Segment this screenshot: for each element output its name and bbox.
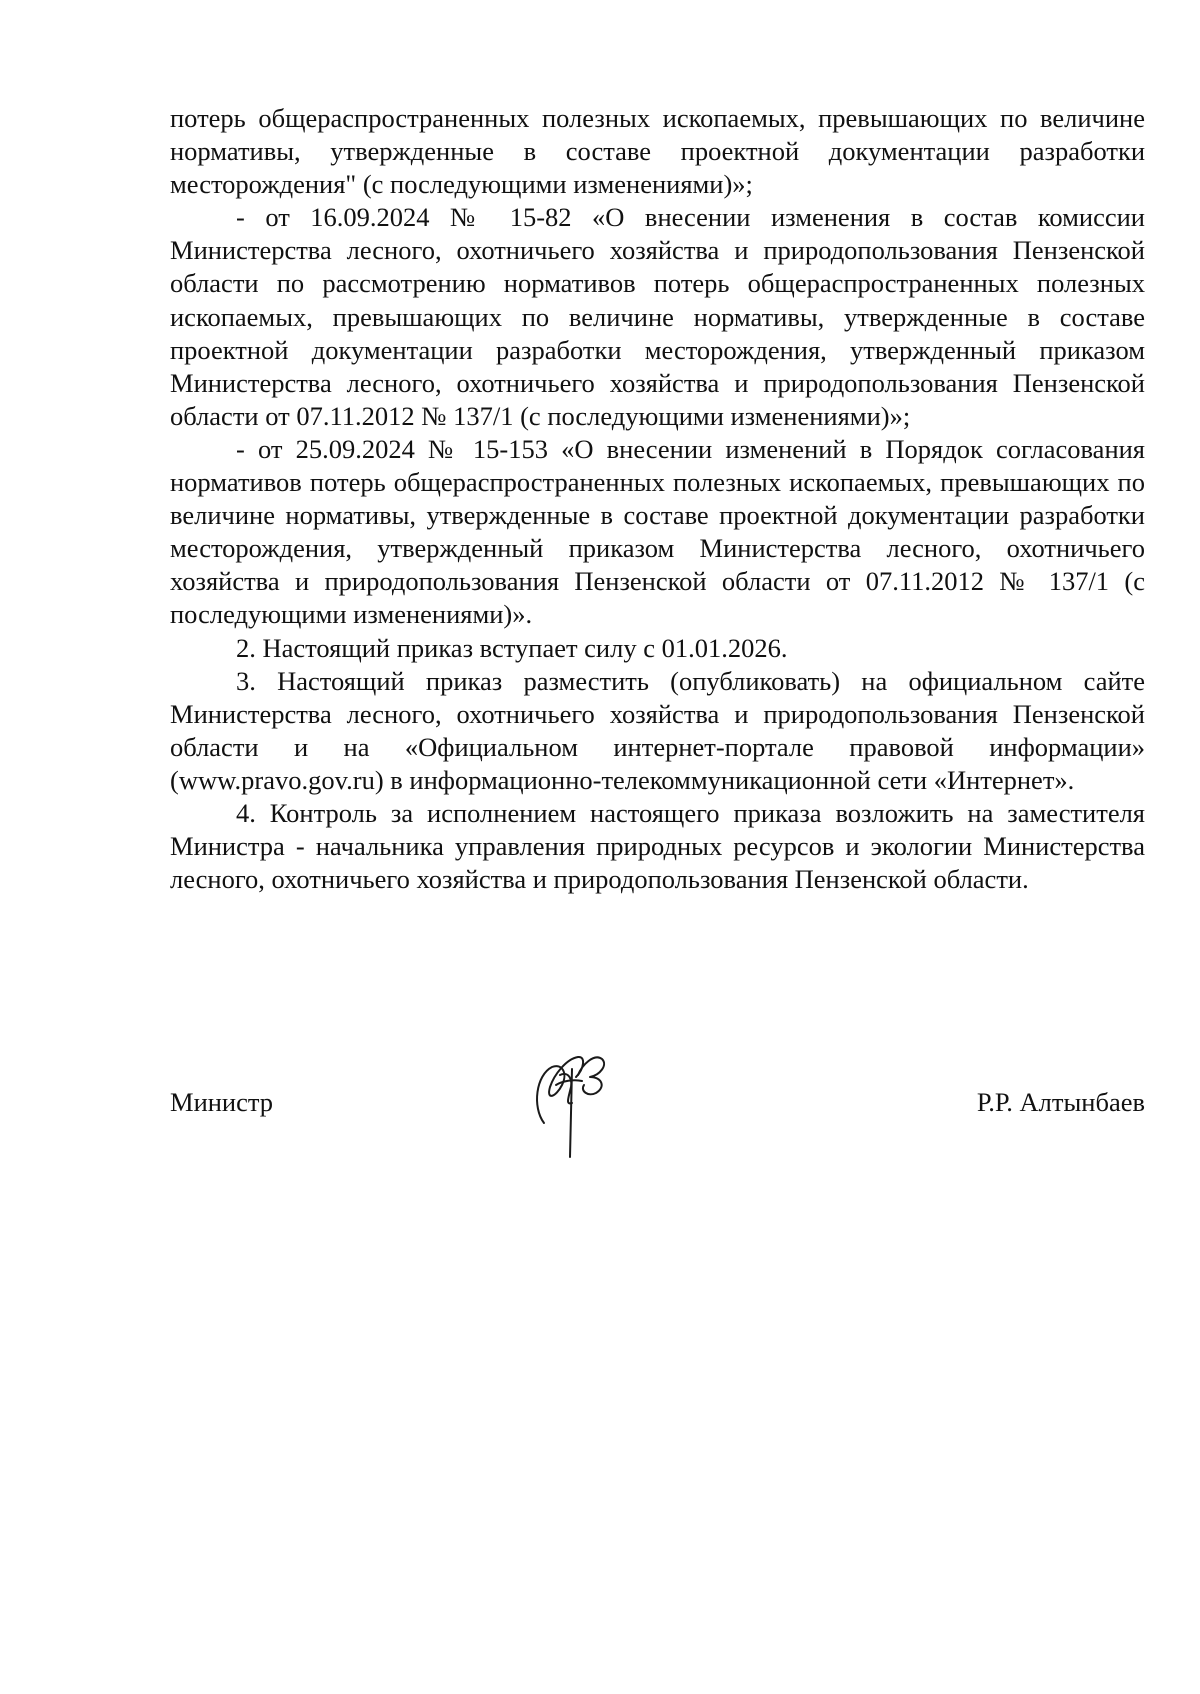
paragraph-clause-4: 4. Контроль за исполнением настоящего приказа возложить на заместителя Министра - начальника управления природных ресурсов и экологии Министерства лесного, охотничьего хозяйства и природопользования Пензенской области. [170,797,1145,895]
paragraph-clause-3: 3. Настоящий приказ разместить (опубликовать) на официальном сайте Министерства лесного, охотничьего хозяйства и природопользования Пензенской области и на «Официальном интернет-портале правовой информации» (www.pravo.gov.ru) в информационно-телекоммуникационной сети «Интернет». [170,665,1145,795]
paragraph-order-15-82: - от 16.09.2024 № 15-82 «О внесении изменения в состав комиссии Министерства лесного, охотничьего хозяйства и природопользования Пензенской области по рассмотрению нормативов потерь общераспространенных полезных ископаемых, превышающих по величине нормативы, утвержденные в составе проектной документации разработки месторождения, утвержденный приказом Министерства лесного, охотничьего хозяйства и природопользования Пензенской области от 07.11.2012 № 137/1 (с последующими изменениями)»; [170,202,1145,431]
signatory-title: Министр [170,1087,274,1117]
paragraph-clause-2: 2. Настоящий приказ вступает силу с 01.01.2026. [236,632,788,663]
paragraph-order-15-153: - от 25.09.2024 № 15-153 «О внесении изменений в Порядок согласования нормативов потерь общераспространенных полезных ископаемых, превышающих по величине нормативы, утвержденные в составе проектной документации разработки месторождения, утвержденный приказом Министерства лесного, охотничьего хозяйства и природопользования Пензенской области от 07.11.2012 № 137/1 (с последующими изменениями)». [170,433,1145,630]
signature-block [170,1035,1145,1155]
paragraph-continuation: потерь общераспространенных полезных ископаемых, превышающих по величине нормативы, утвержденные в составе проектной документации разработки месторождения" (с последующими изменениями)»; [170,103,1145,200]
document-body [170,102,1145,896]
handwritten-signature [522,1045,622,1160]
signatory-name: Р.Р. Алтынбаев [976,1087,1145,1117]
